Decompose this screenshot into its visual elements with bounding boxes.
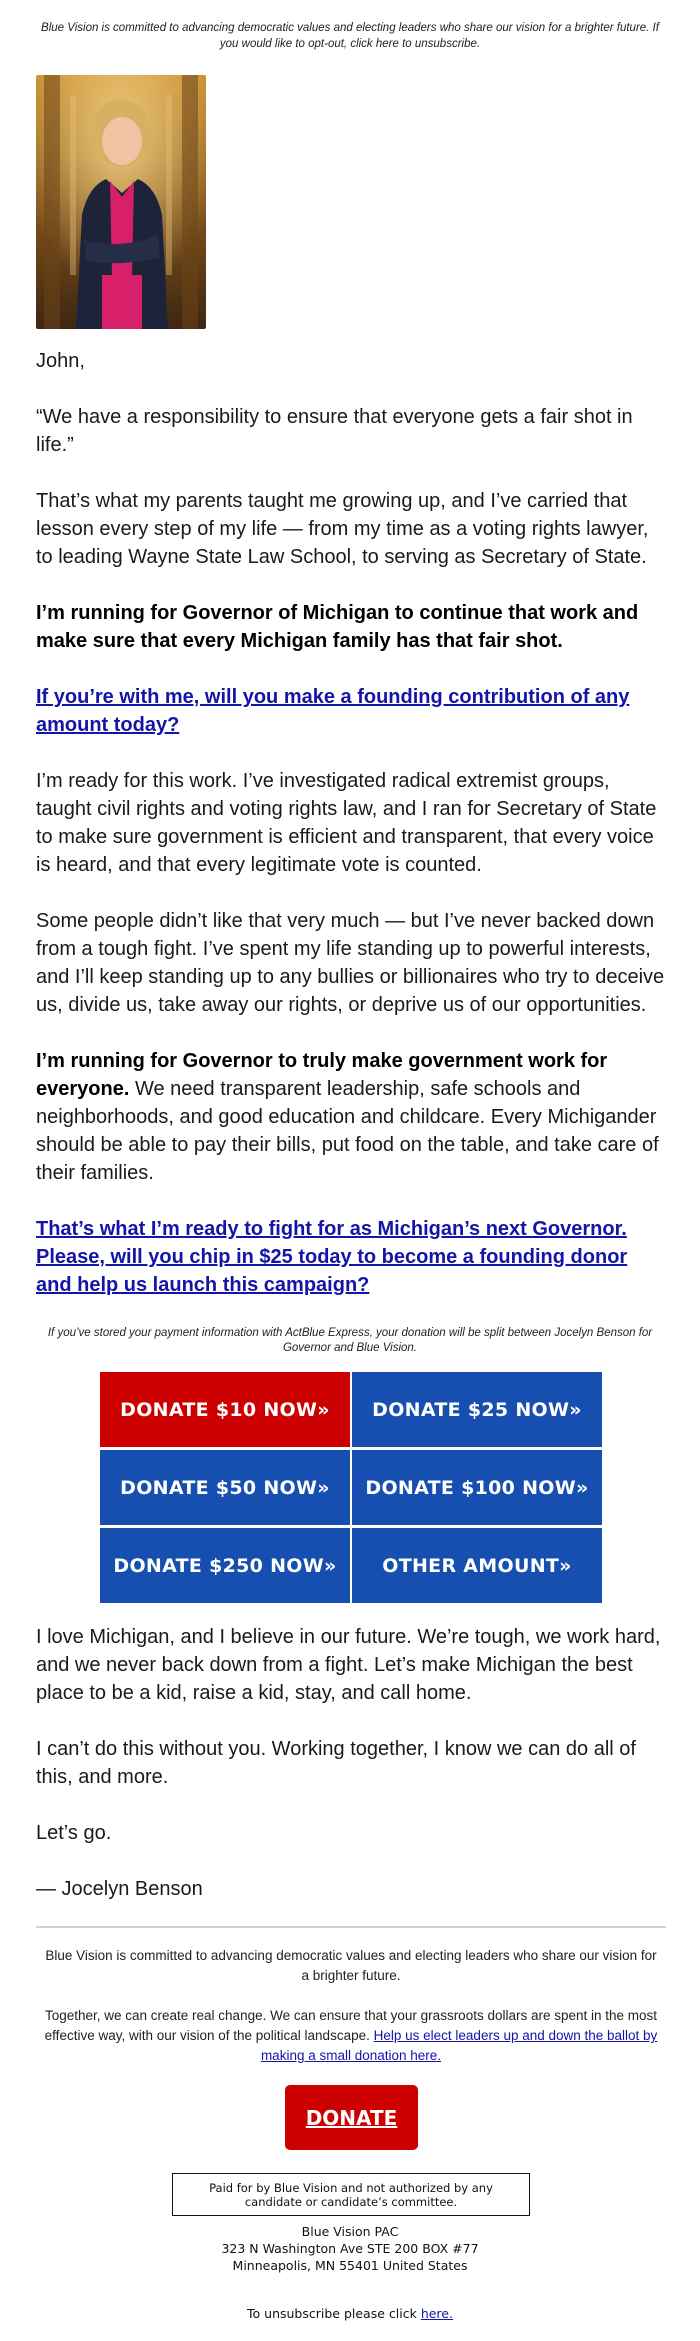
unsubscribe-text: To unsubscribe please click — [247, 2306, 417, 2321]
governor-bold-text: I’m running for Governor to truly make government work for everyone. — [36, 1050, 608, 1100]
founding-contribution-link[interactable]: If you’re with me, will you make a founding contribution of any amount today? — [36, 686, 630, 736]
bold-statement-running — [36, 599, 666, 655]
mailing-address — [150, 2223, 550, 2274]
address-line-2: Minneapolis, MN 55401 United States — [232, 2258, 468, 2273]
org-name: Blue Vision PAC — [301, 2224, 399, 2239]
paragraph-ready: I’m ready for this work. I’ve investigated radical extremist groups, taught civil rights and voting rights law, and I ran for Secretary of State to make sure government is efficient and transparent, that every voice is heard, and that every legitimate vote is counted. — [36, 770, 657, 876]
paragraph-tough-fight: Some people didn’t like that very much — but I’ve never backed down from a tough fight. I’ve spent my life standing up to powerful interests, and I’ll keep standing up to any bullies or billionaires who try to deceive us, divide us, take away our rights, or deprive us of our opportunities. — [36, 910, 665, 1016]
footer-mission: Blue Vision is committed to advancing democratic values and electing leaders who share our vision for a brighter future. — [45, 1948, 657, 1983]
donate-250-button[interactable]: DONATE $250 NOW» — [100, 1528, 350, 1603]
candidate-photo — [36, 75, 206, 329]
donate-10-button[interactable]: DONATE $10 NOW» — [100, 1372, 350, 1447]
donate-button-grid — [100, 1372, 602, 1603]
preheader-text: Blue Vision is committed to advancing democratic values and electing leaders who share our vision for a brighter future. If you would like to opt-out, click here to unsubscribe. — [41, 22, 659, 50]
unsubscribe-line — [150, 2305, 550, 2322]
footer-together — [40, 2006, 662, 2066]
bold-running-text: I’m running for Governor of Michigan to continue that work and make sure that every Michigan family has that fair shot. — [36, 602, 639, 652]
opening-quote: “We have a responsibility to ensure that everyone gets a fair shot in life.” — [36, 406, 633, 456]
footer-divider — [36, 1926, 666, 1928]
greeting: John, — [36, 350, 85, 372]
donate-50-button[interactable]: DONATE $50 NOW» — [100, 1450, 350, 1525]
governor-rest-text: We need transparent leadership, safe schools and neighborhoods, and good education and childcare. Every Michigander should be able to pay their bills, put food on the table, and take care of their families. — [36, 1078, 659, 1184]
footer-help-link[interactable]: Help us elect leaders up and down the ballot by making a small donation here. — [260, 2028, 658, 2063]
footer-donate-button[interactable]: DONATE — [285, 2085, 418, 2150]
lets-go: Let’s go. — [36, 1822, 112, 1844]
other-amount-button[interactable]: OTHER AMOUNT» — [352, 1528, 602, 1603]
paragraph-love-michigan: I love Michigan, and I believe in our future. We’re tough, we work hard, and we never back down from a fight. Let’s make Michigan the best place to be a kid, raise a kid, stay, and call home. — [36, 1626, 661, 1704]
actblue-disclaimer: If you’ve stored your payment information with ActBlue Express, your donation will be split between Jocelyn Benson for Governor and Blue Vision. — [47, 1327, 653, 1354]
donate-100-button[interactable]: DONATE $100 NOW» — [352, 1450, 602, 1525]
footer-together-text: Together, we can create real change. We can ensure that your grassroots dollars are spent in the most effective way, with our vision of the political landscape. — [44, 2008, 658, 2043]
signature: — Jocelyn Benson — [36, 1878, 203, 1900]
paragraph-together: I can’t do this without you. Working together, I know we can do all of this, and more. — [36, 1738, 636, 1788]
paid-for-disclaimer: Paid for by Blue Vision and not authorized by any candidate or candidate’s committee. — [172, 2173, 530, 2216]
unsubscribe-link[interactable]: here. — [420, 2306, 453, 2321]
address-line-1: 323 N Washington Ave STE 200 BOX #77 — [221, 2241, 479, 2256]
donate-25-button[interactable]: DONATE $25 NOW» — [352, 1372, 602, 1447]
paragraph-parents: That’s what my parents taught me growing up, and I’ve carried that lesson every step of my life — from my time as a voting rights lawyer, to leading Wayne State Law School, to serving as Secretary of State. — [36, 490, 649, 568]
chip-in-link[interactable]: That’s what I’m ready to fight for as Michigan’s next Governor. Please, will you chip in $25 today to become a founding donor and help us launch this campaign? — [36, 1218, 628, 1296]
paragraph-governor — [36, 1047, 666, 1187]
